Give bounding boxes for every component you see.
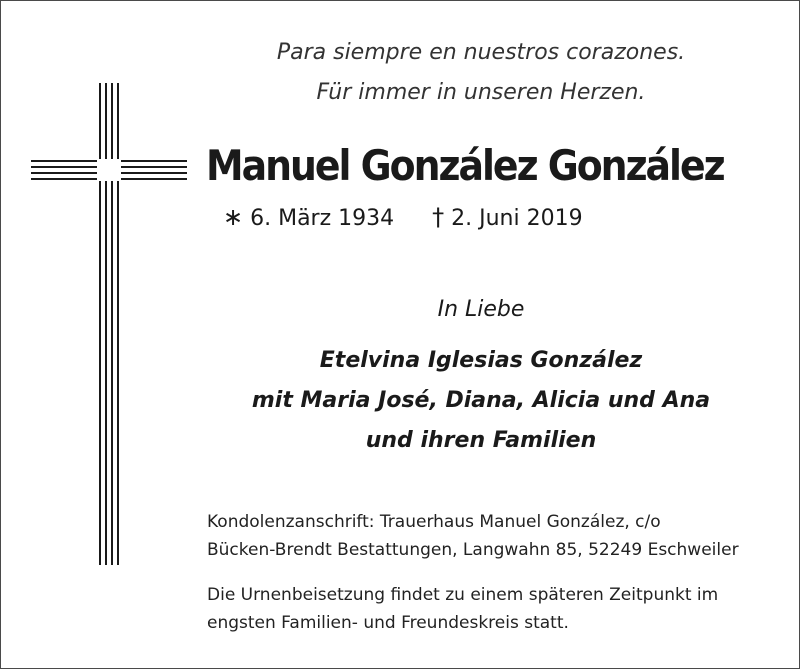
motto	[191, 33, 771, 113]
deceased-name: Manuel González González	[206, 141, 724, 190]
funeral-line-1: Die Urnenbeisetzung findet zu einem späteren Zeitpunkt im	[207, 585, 719, 605]
in-love-intro: In Liebe	[437, 297, 525, 322]
funeral-line-2: engsten Familien- und Freundeskreis statt.	[207, 613, 569, 633]
mourner-line-3: und ihren Familien	[365, 428, 597, 453]
death-cross-icon: †	[432, 203, 445, 231]
birth-star-icon: ∗	[223, 203, 244, 231]
condolence-line-1: Kondolenzanschrift: Trauerhaus Manuel González, c/o	[207, 512, 661, 532]
mourners	[191, 341, 771, 461]
mourner-line-2: mit Maria José, Diana, Alicia und Ana	[251, 388, 711, 413]
motto-spanish: Para siempre en nuestros corazones.	[276, 40, 686, 65]
birth-date: 6. März 1934	[250, 206, 395, 231]
condolence-address	[207, 508, 739, 564]
death-date: 2. Juni 2019	[451, 206, 583, 231]
mourner-line-1: Etelvina Iglesias González	[319, 348, 643, 373]
condolence-line-2: Bücken-Brendt Bestattungen, Langwahn 85, 52249 Eschweiler	[207, 540, 739, 560]
cross-icon	[31, 83, 187, 565]
funeral-note	[207, 581, 718, 637]
life-dates	[223, 203, 583, 231]
motto-german: Für immer in unseren Herzen.	[316, 80, 646, 105]
